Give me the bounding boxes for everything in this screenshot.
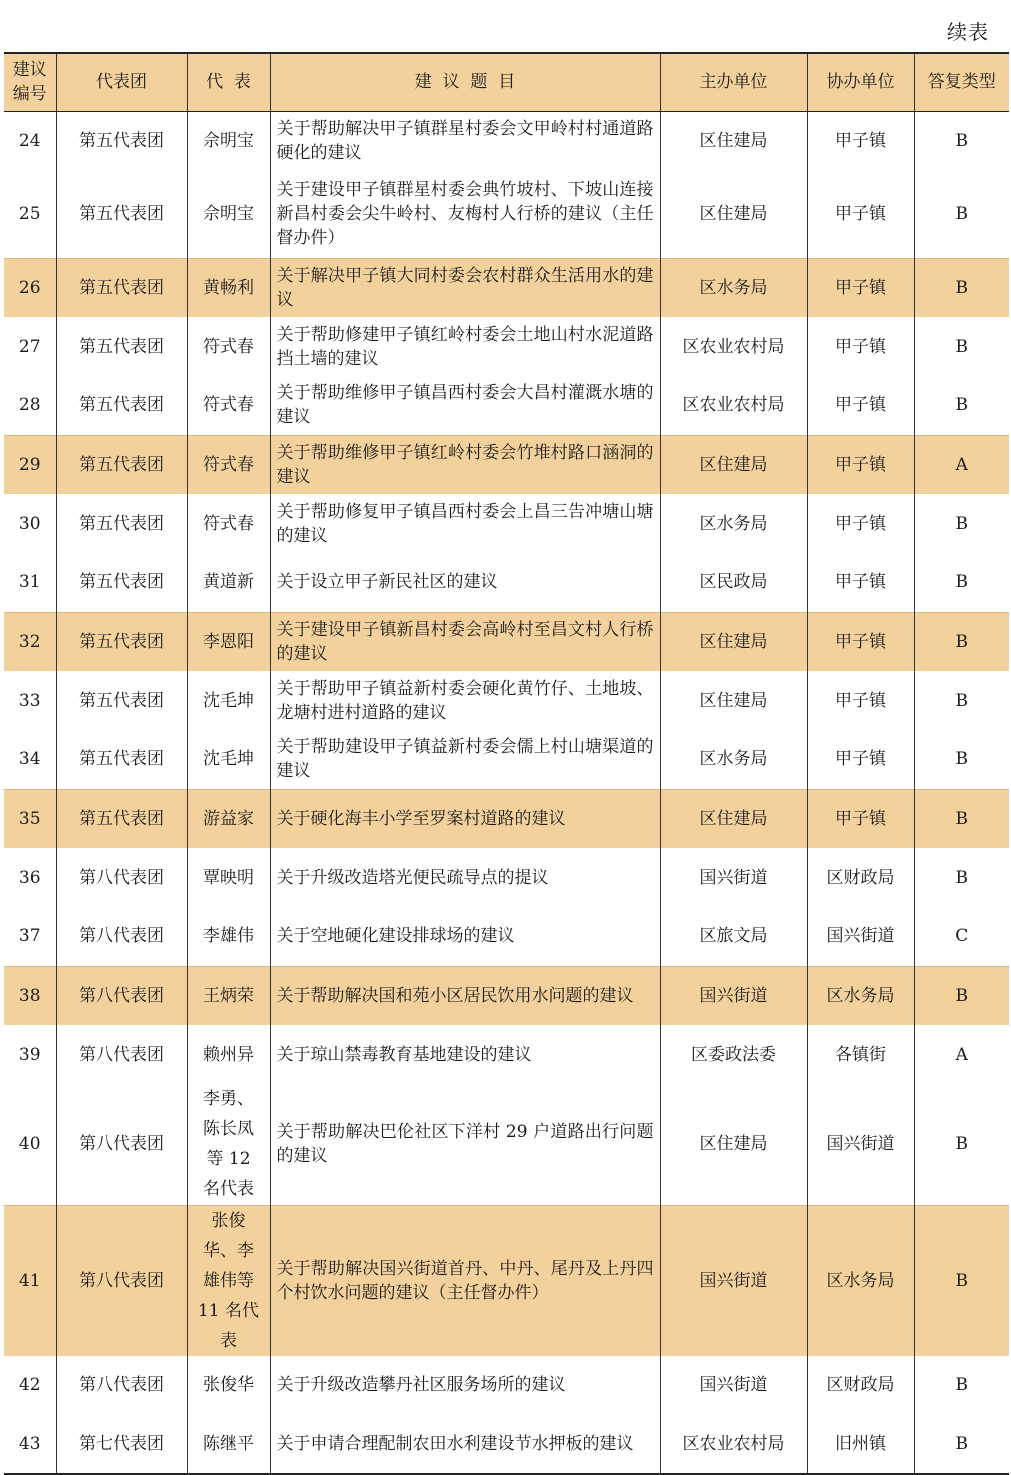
delegation-cell: 第五代表团 <box>56 553 187 612</box>
host-unit-cell: 区委政法委 <box>660 1025 807 1084</box>
subject-cell: 关于升级改造塔光便民疏导点的提议 <box>270 848 660 907</box>
row-number-cell: 29 <box>4 435 56 494</box>
header-subject: 建 议 题 目 <box>270 53 660 111</box>
representative-cell: 符式春 <box>187 317 270 376</box>
assist-unit-cell: 甲子镇 <box>807 376 914 435</box>
assist-unit-cell: 甲子镇 <box>807 494 914 553</box>
representative-cell: 张俊华 <box>187 1356 270 1415</box>
table-row <box>4 170 1009 258</box>
table-row <box>4 317 1009 376</box>
subject-cell: 关于建设甲子镇新昌村委会高岭村至昌文村人行桥的建议 <box>270 612 660 671</box>
row-number-cell: 27 <box>4 317 56 376</box>
row-number-cell: 35 <box>4 789 56 848</box>
subject-cell: 关于建设甲子镇群星村委会典竹坡村、下坡山连接新昌村委会尖牛岭村、友梅村人行桥的建议（主任督办件） <box>270 170 660 258</box>
row-number-cell: 34 <box>4 730 56 789</box>
reply-type-cell: B <box>914 1205 1009 1356</box>
subject-cell: 关于帮助甲子镇益新村委会硬化黄竹仔、土地坡、龙塘村进村道路的建议 <box>270 671 660 730</box>
representative-cell: 李勇、陈长凤等 12 名代表 <box>187 1084 270 1205</box>
subject-cell: 关于帮助解决国兴街道首丹、中丹、尾丹及上丹四个村饮水问题的建议（主任督办件） <box>270 1205 660 1356</box>
row-number-cell: 32 <box>4 612 56 671</box>
subject-cell: 关于空地硬化建设排球场的建议 <box>270 907 660 966</box>
row-number-cell: 40 <box>4 1084 56 1205</box>
delegation-cell: 第五代表团 <box>56 111 187 170</box>
assist-unit-cell: 旧州镇 <box>807 1415 914 1474</box>
table-row <box>4 789 1009 848</box>
row-number-cell: 37 <box>4 907 56 966</box>
delegation-cell: 第五代表团 <box>56 730 187 789</box>
assist-unit-cell: 甲子镇 <box>807 170 914 258</box>
host-unit-cell: 区水务局 <box>660 730 807 789</box>
delegation-cell: 第五代表团 <box>56 612 187 671</box>
row-number-cell: 38 <box>4 966 56 1025</box>
host-unit-cell: 区水务局 <box>660 494 807 553</box>
header-assist-unit: 协办单位 <box>807 53 914 111</box>
table-row <box>4 1025 1009 1084</box>
subject-cell: 关于帮助解决甲子镇群星村委会文甲岭村村通道路硬化的建议 <box>270 111 660 170</box>
subject-cell: 关于帮助解决国和苑小区居民饮用水问题的建议 <box>270 966 660 1025</box>
assist-unit-cell: 甲子镇 <box>807 111 914 170</box>
representative-cell: 游益家 <box>187 789 270 848</box>
continued-label: 续表 <box>947 20 989 44</box>
reply-type-cell: C <box>955 926 969 947</box>
representative-cell: 赖州异 <box>187 1025 270 1084</box>
assist-unit-cell: 甲子镇 <box>807 317 914 376</box>
table-row <box>4 1205 1009 1356</box>
header-host-unit: 主办单位 <box>660 53 807 111</box>
representative-cell: 符式春 <box>187 435 270 494</box>
representative-cell: 黄畅利 <box>187 258 270 317</box>
reply-type-cell: B <box>914 966 1009 1025</box>
table-row <box>4 111 1009 170</box>
header-representative: 代 表 <box>187 53 270 111</box>
delegation-cell: 第五代表团 <box>56 435 187 494</box>
table-row <box>4 730 1009 789</box>
subject-cell: 关于解决甲子镇大同村委会农村群众生活用水的建议 <box>270 258 660 317</box>
representative-cell: 覃映明 <box>187 848 270 907</box>
table-row <box>4 1356 1009 1415</box>
table-row <box>4 553 1009 612</box>
delegation-cell: 第五代表团 <box>56 376 187 435</box>
representative-cell: 李恩阳 <box>187 612 270 671</box>
reply-type-cell: B <box>955 203 968 224</box>
assist-unit-cell: 各镇街 <box>807 1025 914 1084</box>
assist-unit-cell: 区水务局 <box>807 1205 914 1356</box>
reply-type-cell: B <box>955 690 968 711</box>
host-unit-cell: 区旅文局 <box>660 907 807 966</box>
table-row <box>4 258 1009 317</box>
reply-type-cell: B <box>955 749 968 770</box>
representative-cell: 黄道新 <box>187 553 270 612</box>
row-number-cell: 36 <box>4 848 56 907</box>
host-unit-cell: 区农业农村局 <box>660 376 807 435</box>
assist-unit-cell: 区财政局 <box>807 1356 914 1415</box>
reply-type-cell: B <box>914 789 1009 848</box>
subject-cell: 关于帮助修复甲子镇昌西村委会上昌三告冲塘山塘的建议 <box>270 494 660 553</box>
delegation-cell: 第五代表团 <box>56 258 187 317</box>
assist-unit-cell: 甲子镇 <box>807 435 914 494</box>
representative-cell: 沈毛坤 <box>187 671 270 730</box>
delegation-cell: 第八代表团 <box>56 966 187 1025</box>
host-unit-cell: 区住建局 <box>660 111 807 170</box>
table-row <box>4 966 1009 1025</box>
assist-unit-cell: 甲子镇 <box>807 730 914 789</box>
representative-cell: 张俊华、李雄伟等 11 名代表 <box>187 1205 270 1356</box>
delegation-cell: 第五代表团 <box>56 170 187 258</box>
reply-type-cell: A <box>955 1044 968 1065</box>
delegation-cell: 第八代表团 <box>56 1356 187 1415</box>
representative-cell: 符式春 <box>187 376 270 435</box>
reply-type-cell: B <box>955 1375 968 1395</box>
host-unit-cell: 区住建局 <box>660 1084 807 1205</box>
delegation-cell: 第五代表团 <box>56 494 187 553</box>
reply-type-cell: B <box>955 572 968 593</box>
table-row <box>4 376 1009 435</box>
delegation-cell: 第八代表团 <box>56 907 187 966</box>
header-delegation: 代表团 <box>56 53 187 111</box>
row-number-cell: 39 <box>4 1025 56 1084</box>
header-reply-type: 答复类型 <box>914 53 1009 111</box>
row-number-cell: 30 <box>4 494 56 553</box>
host-unit-cell: 国兴街道 <box>660 848 807 907</box>
table-row <box>4 494 1009 553</box>
host-unit-cell: 区水务局 <box>660 258 807 317</box>
host-unit-cell: 区农业农村局 <box>660 317 807 376</box>
reply-type-cell: B <box>955 1134 968 1155</box>
reply-type-cell: B <box>914 258 1009 317</box>
header-proposal-number: 建议 编号 <box>4 53 56 111</box>
delegation-cell: 第八代表团 <box>56 1084 187 1205</box>
delegation-cell: 第八代表团 <box>56 1205 187 1356</box>
table-row <box>4 848 1009 907</box>
assist-unit-cell: 甲子镇 <box>807 671 914 730</box>
row-number-cell: 42 <box>4 1356 56 1415</box>
subject-cell: 关于升级改造攀丹社区服务场所的建议 <box>270 1356 660 1415</box>
host-unit-cell: 区住建局 <box>660 170 807 258</box>
reply-type-cell: B <box>955 130 968 151</box>
subject-cell: 关于帮助建设甲子镇益新村委会儒上村山塘渠道的建议 <box>270 730 660 789</box>
table-body <box>4 111 1009 1474</box>
subject-cell: 关于帮助维修甲子镇昌西村委会大昌村灌溉水塘的建议 <box>270 376 660 435</box>
row-number-cell: 25 <box>4 170 56 258</box>
host-unit-cell: 国兴街道 <box>660 1356 807 1415</box>
host-unit-cell: 区住建局 <box>660 789 807 848</box>
host-unit-cell: 区农业农村局 <box>660 1415 807 1474</box>
table-row <box>4 612 1009 671</box>
subject-cell: 关于帮助修建甲子镇红岭村委会土地山村水泥道路挡土墙的建议 <box>270 317 660 376</box>
subject-cell: 关于帮助解决巴伦社区下洋村 29 户道路出行问题的建议 <box>270 1084 660 1205</box>
table-row <box>4 435 1009 494</box>
subject-cell: 关于琼山禁毒教育基地建设的建议 <box>270 1025 660 1084</box>
table-header-row <box>4 53 1009 111</box>
row-number-cell: 33 <box>4 671 56 730</box>
reply-type-cell: B <box>955 395 968 416</box>
table-row <box>4 907 1009 966</box>
assist-unit-cell: 区财政局 <box>807 848 914 907</box>
table-row <box>4 1415 1009 1474</box>
row-number-cell: 26 <box>4 258 56 317</box>
representative-cell: 李雄伟 <box>187 907 270 966</box>
reply-type-cell: B <box>914 612 1009 671</box>
subject-cell: 关于设立甲子新民社区的建议 <box>270 553 660 612</box>
table-row <box>4 671 1009 730</box>
row-number-cell: 28 <box>4 376 56 435</box>
assist-unit-cell: 区水务局 <box>807 966 914 1025</box>
host-unit-cell: 国兴街道 <box>660 966 807 1025</box>
subject-cell: 关于硬化海丰小学至罗案村道路的建议 <box>270 789 660 848</box>
host-unit-cell: 区住建局 <box>660 612 807 671</box>
host-unit-cell: 区住建局 <box>660 435 807 494</box>
row-number-cell: 41 <box>4 1205 56 1356</box>
assist-unit-cell: 国兴街道 <box>807 1084 914 1205</box>
table-row <box>4 1084 1009 1205</box>
subject-cell: 关于申请合理配制农田水利建设节水押板的建议 <box>270 1415 660 1474</box>
host-unit-cell: 国兴街道 <box>660 1205 807 1356</box>
representative-cell: 佘明宝 <box>187 111 270 170</box>
subject-cell: 关于帮助维修甲子镇红岭村委会竹堆村路口涵洞的建议 <box>270 435 660 494</box>
delegation-cell: 第七代表团 <box>56 1415 187 1474</box>
delegation-cell: 第八代表团 <box>56 848 187 907</box>
host-unit-cell: 区民政局 <box>660 553 807 612</box>
assist-unit-cell: 甲子镇 <box>807 553 914 612</box>
representative-cell: 佘明宝 <box>187 170 270 258</box>
assist-unit-cell: 甲子镇 <box>807 789 914 848</box>
proposals-table <box>4 52 1009 1475</box>
delegation-cell: 第五代表团 <box>56 789 187 848</box>
representative-cell: 符式春 <box>187 494 270 553</box>
assist-unit-cell: 甲子镇 <box>807 258 914 317</box>
delegation-cell: 第五代表团 <box>56 671 187 730</box>
reply-type-cell: B <box>955 513 968 534</box>
delegation-cell: 第八代表团 <box>56 1025 187 1084</box>
reply-type-cell: A <box>914 435 1009 494</box>
host-unit-cell: 区住建局 <box>660 671 807 730</box>
reply-type-cell: B <box>955 336 968 357</box>
reply-type-cell: B <box>955 867 968 888</box>
row-number-cell: 24 <box>4 111 56 170</box>
assist-unit-cell: 国兴街道 <box>807 907 914 966</box>
reply-type-cell: B <box>955 1433 968 1454</box>
representative-cell: 王炳荣 <box>187 966 270 1025</box>
row-number-cell: 31 <box>4 553 56 612</box>
row-number-cell: 43 <box>4 1415 56 1474</box>
representative-cell: 陈继平 <box>187 1415 270 1474</box>
delegation-cell: 第五代表团 <box>56 317 187 376</box>
assist-unit-cell: 甲子镇 <box>807 612 914 671</box>
representative-cell: 沈毛坤 <box>187 730 270 789</box>
